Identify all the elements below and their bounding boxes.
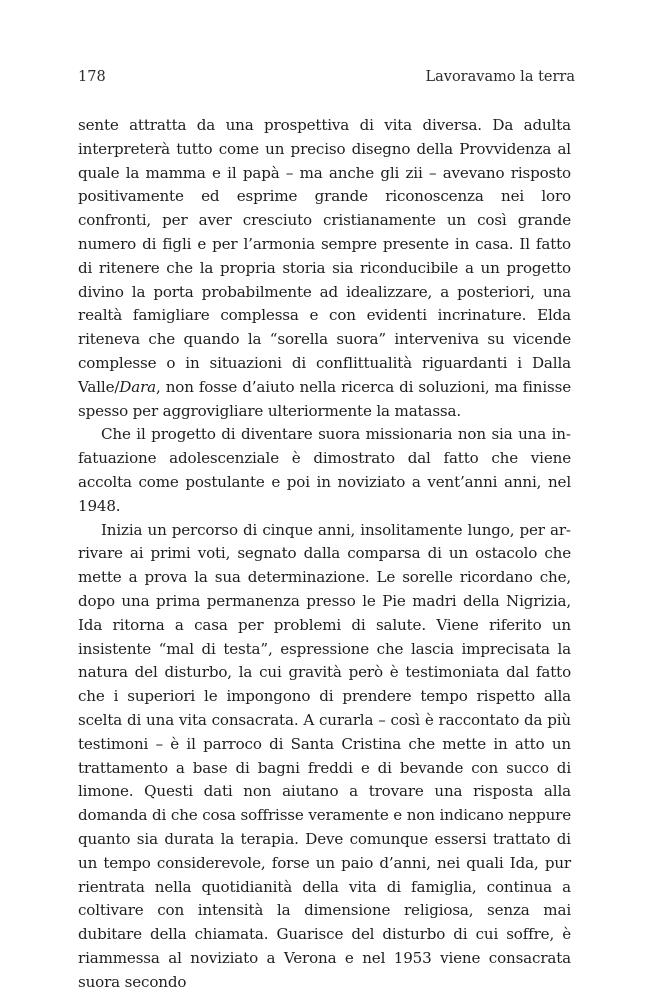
page-number: 178 xyxy=(78,69,106,85)
running-header xyxy=(78,66,575,88)
body-text xyxy=(78,114,571,994)
paragraph-1-text-b: , non fosse d’aiuto nella ricerca di soluzioni, ma finisse spesso per aggrovigliare ulteriormente la matassa. xyxy=(78,377,571,420)
running-title: Lavoravamo la terra xyxy=(425,69,575,85)
paragraph-3: Inizia un percorso di cinque anni, insolitamente lungo, per arrivare ai primi voti, segnato dalla comparsa di un ostacolo che mette a prova la sua determinazione. Le sorelle ricordano che, dopo una prima permanenza presso le Pie madri della Nigrizia, Ida ritorna a casa per problemi di salute. Viene riferito un insistente “mal di testa”, espressione che lascia imprecisata la natura del disturbo, la cui gravità però è testimoniata dal fatto che i superiori le impongono di prendere tempo rispetto alla scelta di una vita consacrata. A curarla – così è raccontato da più testimoni – è il parroco di Santa Cristina che mette in atto un trattamento a base di bagni freddi e di bevande con succo di limone. Questi dati non aiutano a trovare una risposta alla domanda di che cosa soffrisse veramente e non indicano neppure quanto sia durata la terapia. Deve comunque essersi trattato di un tempo considerevole, forse un paio d’anni, nei quali Ida, pur rientrata nella quotidianità della vita di famiglia, continua a coltivare con intensità la dimensione religiosa, senza mai dubitare della chiamata. Guarisce del disturbo di cui soffre, è riammessa al noviziato a Verona e nel 1953 viene consacrata suora secondo xyxy=(78,520,571,991)
paragraph-1-text-a: sente attratta da una prospettiva di vita diversa. Da adulta interpreterà tutto come un preciso disegno della Provvidenza al quale la mamma e il papà – ma anche gli zii – avevano risposto positivamente ed esprime grande riconoscenza nei loro confronti, per aver cresciuto cristianamente un così grande numero di figli e per l’armonia sempre presente in casa. Il fatto di ritenere che la propria storia sia riconducibile a un progetto divino la porta probabilmente ad idealizzare, a posteriori, una realtà famigliare complessa e con evidenti incrinature. Elda riteneva che quando la “sorella suora” interveniva su vicende complesse o in situazioni di conflittualità riguardanti i Dalla Valle/ xyxy=(78,116,571,396)
paragraph-1 xyxy=(78,114,571,423)
paragraph-2: Che il progetto di diventare suora missionaria non sia una infatuazione adolescenziale è dimostrato dal fatto che viene accolta come postulante e poi in noviziato a vent’anni anni, nel 1948. xyxy=(78,425,571,515)
paragraph-1-italic-name: Dara xyxy=(119,377,157,396)
